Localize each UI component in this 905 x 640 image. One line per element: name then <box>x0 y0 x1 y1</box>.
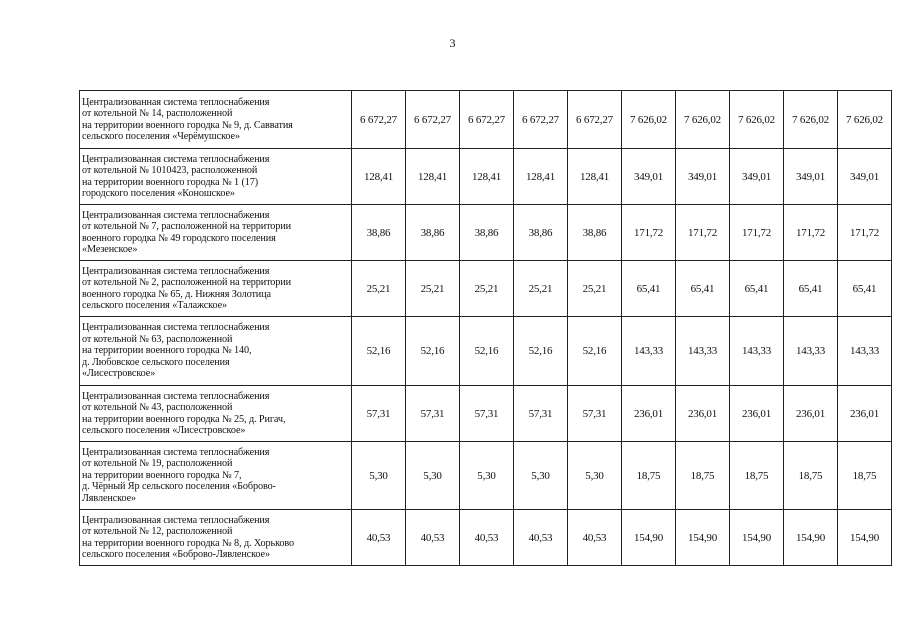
value-cell: 6 672,27 <box>406 91 460 149</box>
value-cell: 52,16 <box>352 317 406 386</box>
tariff-table <box>79 90 892 566</box>
description-line: Централизованная система теплоснабжения <box>82 265 270 277</box>
description-line: Централизованная система теплоснабжения <box>82 322 270 334</box>
row-description <box>80 317 352 386</box>
value-cell: 57,31 <box>406 386 460 442</box>
value-cell: 38,86 <box>352 205 406 261</box>
description-line: на территории военного городка № 9, д. Савватия <box>82 119 293 131</box>
table-row <box>80 91 892 149</box>
description-line: от котельной № 1010423, расположенной <box>82 165 258 177</box>
value-cell: 143,33 <box>676 317 730 386</box>
description-line: сельского поселения «Талажское» <box>82 299 228 311</box>
value-cell: 154,90 <box>622 510 676 566</box>
value-cell: 25,21 <box>514 261 568 317</box>
description-line: Централизованная система теплоснабжения <box>82 446 270 458</box>
value-cell: 349,01 <box>730 149 784 205</box>
value-cell: 65,41 <box>730 261 784 317</box>
value-cell: 154,90 <box>730 510 784 566</box>
value-cell: 171,72 <box>784 205 838 261</box>
row-description <box>80 510 352 566</box>
value-cell: 6 672,27 <box>460 91 514 149</box>
description-line: сельского поселения «Лисестровское» <box>82 424 246 436</box>
value-cell: 52,16 <box>514 317 568 386</box>
value-cell: 349,01 <box>784 149 838 205</box>
value-cell: 7 626,02 <box>676 91 730 149</box>
value-cell: 143,33 <box>622 317 676 386</box>
value-cell: 5,30 <box>406 442 460 510</box>
value-cell: 171,72 <box>676 205 730 261</box>
value-cell: 236,01 <box>730 386 784 442</box>
value-cell: 349,01 <box>676 149 730 205</box>
value-cell: 5,30 <box>352 442 406 510</box>
description-line: д. Любовское сельского поселения <box>82 356 230 368</box>
value-cell: 128,41 <box>514 149 568 205</box>
value-cell: 6 672,27 <box>568 91 622 149</box>
description-line: от котельной № 12, расположенной <box>82 526 233 538</box>
description-line: от котельной № 7, расположенной на территории <box>82 221 291 233</box>
value-cell: 25,21 <box>568 261 622 317</box>
value-cell: 40,53 <box>460 510 514 566</box>
value-cell: 40,53 <box>352 510 406 566</box>
value-cell: 52,16 <box>568 317 622 386</box>
description-line: от котельной № 19, расположенной <box>82 458 233 470</box>
description-line: «Мезенское» <box>82 243 138 255</box>
value-cell: 143,33 <box>838 317 892 386</box>
table-row <box>80 149 892 205</box>
value-cell: 7 626,02 <box>622 91 676 149</box>
table-row <box>80 386 892 442</box>
description-line: на территории военного городка № 1 (17) <box>82 176 259 188</box>
row-description <box>80 442 352 510</box>
description-line: «Лисестровское» <box>82 368 156 380</box>
description-line: Централизованная система теплоснабжения <box>82 96 270 108</box>
value-cell: 349,01 <box>838 149 892 205</box>
row-description <box>80 386 352 442</box>
value-cell: 65,41 <box>622 261 676 317</box>
value-cell: 40,53 <box>568 510 622 566</box>
value-cell: 349,01 <box>622 149 676 205</box>
value-cell: 143,33 <box>730 317 784 386</box>
value-cell: 128,41 <box>406 149 460 205</box>
value-cell: 154,90 <box>838 510 892 566</box>
value-cell: 143,33 <box>784 317 838 386</box>
description-line: городского поселения «Коношское» <box>82 187 235 199</box>
description-line: от котельной № 43, расположенной <box>82 402 233 414</box>
value-cell: 40,53 <box>406 510 460 566</box>
value-cell: 65,41 <box>838 261 892 317</box>
row-description <box>80 205 352 261</box>
value-cell: 65,41 <box>676 261 730 317</box>
description-line: Централизованная система теплоснабжения <box>82 390 270 402</box>
value-cell: 18,75 <box>622 442 676 510</box>
description-line: на территории военного городка № 25, д. Ригач, <box>82 413 286 425</box>
value-cell: 57,31 <box>514 386 568 442</box>
value-cell: 236,01 <box>784 386 838 442</box>
table-row <box>80 510 892 566</box>
value-cell: 57,31 <box>460 386 514 442</box>
row-description <box>80 149 352 205</box>
value-cell: 5,30 <box>460 442 514 510</box>
value-cell: 7 626,02 <box>838 91 892 149</box>
description-line: сельского поселения «Боброво-Лявленское» <box>82 548 270 560</box>
row-description <box>80 261 352 317</box>
value-cell: 38,86 <box>406 205 460 261</box>
value-cell: 5,30 <box>514 442 568 510</box>
value-cell: 5,30 <box>568 442 622 510</box>
page-number: 3 <box>449 36 456 50</box>
value-cell: 52,16 <box>406 317 460 386</box>
value-cell: 236,01 <box>838 386 892 442</box>
value-cell: 128,41 <box>352 149 406 205</box>
description-line: военного городка № 49 городского поселения <box>82 232 276 244</box>
value-cell: 7 626,02 <box>784 91 838 149</box>
description-line: на территории военного городка № 140, <box>82 345 252 357</box>
description-line: Лявленское» <box>82 492 137 504</box>
description-line: сельского поселения «Черёмушское» <box>82 130 240 142</box>
description-line: Централизованная система теплоснабжения <box>82 209 270 221</box>
value-cell: 52,16 <box>460 317 514 386</box>
value-cell: 6 672,27 <box>514 91 568 149</box>
value-cell: 154,90 <box>784 510 838 566</box>
value-cell: 18,75 <box>730 442 784 510</box>
value-cell: 25,21 <box>460 261 514 317</box>
description-line: Централизованная система теплоснабжения <box>82 153 270 165</box>
table-row <box>80 317 892 386</box>
value-cell: 18,75 <box>838 442 892 510</box>
value-cell: 154,90 <box>676 510 730 566</box>
value-cell: 38,86 <box>514 205 568 261</box>
value-cell: 7 626,02 <box>730 91 784 149</box>
value-cell: 128,41 <box>460 149 514 205</box>
value-cell: 57,31 <box>568 386 622 442</box>
value-cell: 171,72 <box>622 205 676 261</box>
value-cell: 128,41 <box>568 149 622 205</box>
value-cell: 38,86 <box>460 205 514 261</box>
value-cell: 38,86 <box>568 205 622 261</box>
value-cell: 40,53 <box>514 510 568 566</box>
value-cell: 171,72 <box>730 205 784 261</box>
value-cell: 25,21 <box>352 261 406 317</box>
description-line: на территории военного городка № 8, д. Хорьково <box>82 537 295 549</box>
value-cell: 18,75 <box>784 442 838 510</box>
description-line: от котельной № 2, расположенной на территории <box>82 277 291 289</box>
table-row <box>80 442 892 510</box>
value-cell: 6 672,27 <box>352 91 406 149</box>
row-description <box>80 91 352 149</box>
description-line: д. Чёрный Яр сельского поселения «Боброво- <box>82 481 276 493</box>
description-line: на территории военного городка № 7, <box>82 469 242 481</box>
description-line: от котельной № 63, расположенной <box>82 333 233 345</box>
value-cell: 171,72 <box>838 205 892 261</box>
value-cell: 65,41 <box>784 261 838 317</box>
description-line: военного городка № 65, д. Нижняя Золотица <box>82 288 271 300</box>
table-row <box>80 205 892 261</box>
value-cell: 57,31 <box>352 386 406 442</box>
table-body <box>80 91 892 566</box>
description-line: от котельной № 14, расположенной <box>82 108 233 120</box>
value-cell: 236,01 <box>676 386 730 442</box>
description-line: Централизованная система теплоснабжения <box>82 514 270 526</box>
value-cell: 18,75 <box>676 442 730 510</box>
table-row <box>80 261 892 317</box>
value-cell: 236,01 <box>622 386 676 442</box>
value-cell: 25,21 <box>406 261 460 317</box>
